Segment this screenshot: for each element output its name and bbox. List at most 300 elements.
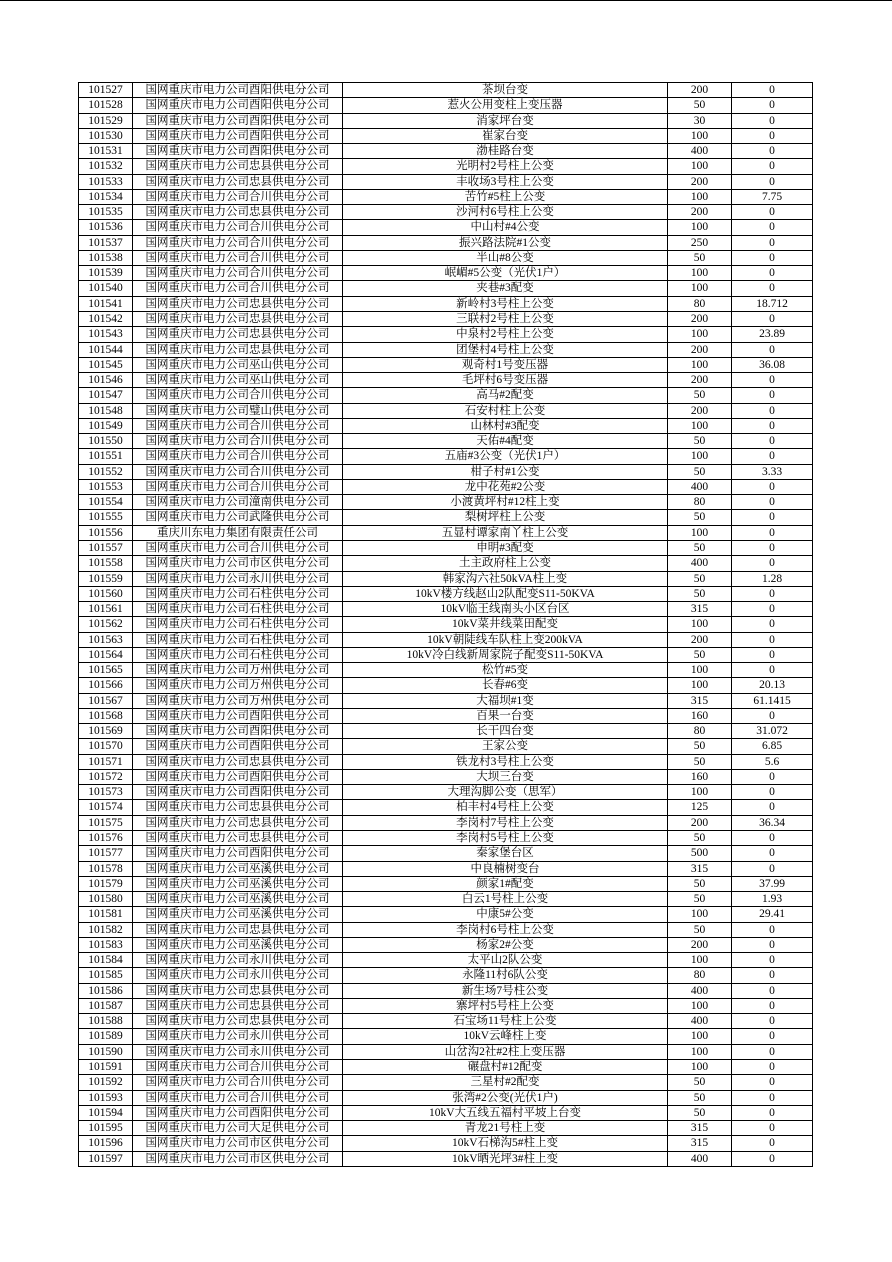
value-cell: 0	[732, 800, 813, 814]
capacity-cell: 50	[668, 923, 732, 937]
record-id-cell: 101546	[79, 373, 133, 387]
capacity-cell: 50	[668, 755, 732, 769]
transformer-name-cell: 消家坪台变	[343, 114, 668, 128]
transformer-name-cell: 太平山2队公变	[343, 953, 668, 967]
company-cell: 国网重庆市电力公司合川供电分公司	[133, 236, 343, 250]
value-cell: 3.33	[732, 465, 813, 479]
capacity-cell: 100	[668, 678, 732, 692]
capacity-cell: 315	[668, 862, 732, 876]
value-cell: 0	[732, 129, 813, 143]
record-id-cell: 101569	[79, 724, 133, 738]
value-cell: 0	[732, 236, 813, 250]
capacity-cell: 100	[668, 220, 732, 234]
value-cell: 0	[732, 98, 813, 112]
capacity-cell: 315	[668, 1136, 732, 1150]
capacity-cell: 100	[668, 129, 732, 143]
capacity-cell: 100	[668, 419, 732, 433]
table-row	[79, 724, 813, 739]
capacity-cell: 200	[668, 633, 732, 647]
table-row	[79, 648, 813, 663]
company-cell: 国网重庆市电力公司巫山供电分公司	[133, 358, 343, 372]
value-cell: 0	[732, 541, 813, 555]
table-row	[79, 678, 813, 693]
record-id-cell: 101536	[79, 220, 133, 234]
company-cell: 国网重庆市电力公司忠县供电分公司	[133, 984, 343, 998]
table-row	[79, 495, 813, 510]
record-id-cell: 101559	[79, 572, 133, 586]
record-id-cell: 101590	[79, 1045, 133, 1059]
capacity-cell: 100	[668, 617, 732, 631]
company-cell: 国网重庆市电力公司忠县供电分公司	[133, 312, 343, 326]
transformer-name-cell: 龙中花苑#2公变	[343, 480, 668, 494]
transformer-name-cell: 崔家台变	[343, 129, 668, 143]
value-cell: 0	[732, 144, 813, 158]
capacity-cell: 100	[668, 449, 732, 463]
table-row	[79, 83, 813, 98]
transformer-name-cell: 10kV楼方线赵山2队配变S11-50KVA	[343, 587, 668, 601]
record-id-cell: 101595	[79, 1121, 133, 1135]
value-cell: 18.712	[732, 297, 813, 311]
value-cell: 0	[732, 633, 813, 647]
table-row	[79, 755, 813, 770]
table-row	[79, 907, 813, 922]
company-cell: 国网重庆市电力公司忠县供电分公司	[133, 1014, 343, 1028]
transformer-name-cell: 中山村#4公变	[343, 220, 668, 234]
company-cell: 国网重庆市电力公司合川供电分公司	[133, 251, 343, 265]
transformer-name-cell: 李岗村5号柱上公变	[343, 831, 668, 845]
table-row	[79, 1136, 813, 1151]
record-id-cell: 101553	[79, 480, 133, 494]
value-cell: 0	[732, 495, 813, 509]
company-cell: 国网重庆市电力公司酉阳供电分公司	[133, 739, 343, 753]
record-id-cell: 101578	[79, 862, 133, 876]
transformer-name-cell: 铁龙村3号柱上公变	[343, 755, 668, 769]
transformer-name-cell: 沙河村6号柱上公变	[343, 205, 668, 219]
company-cell: 国网重庆市电力公司合川供电分公司	[133, 434, 343, 448]
value-cell: 0	[732, 266, 813, 280]
company-cell: 国网重庆市电力公司巫溪供电分公司	[133, 938, 343, 952]
record-id-cell: 101596	[79, 1136, 133, 1150]
record-id-cell: 101577	[79, 846, 133, 860]
transformer-name-cell: 五显村谭家南丫柱上公变	[343, 526, 668, 540]
value-cell: 0	[732, 1029, 813, 1043]
value-cell: 0	[732, 114, 813, 128]
transformer-name-cell: 中泉村2号柱上公变	[343, 327, 668, 341]
transformer-name-cell: 中康5#公变	[343, 907, 668, 921]
table-row	[79, 1029, 813, 1044]
transformer-name-cell: 高马#2配变	[343, 388, 668, 402]
table-row	[79, 1045, 813, 1060]
company-cell: 国网重庆市电力公司巫溪供电分公司	[133, 877, 343, 891]
table-row	[79, 526, 813, 541]
capacity-cell: 200	[668, 404, 732, 418]
transformer-name-cell: 中良楠树变台	[343, 862, 668, 876]
record-id-cell: 101548	[79, 404, 133, 418]
table-row	[79, 449, 813, 464]
value-cell: 37.99	[732, 877, 813, 891]
table-row	[79, 404, 813, 419]
company-cell: 国网重庆市电力公司巫山供电分公司	[133, 373, 343, 387]
value-cell: 1.93	[732, 892, 813, 906]
record-id-cell: 101555	[79, 510, 133, 524]
value-cell: 0	[732, 175, 813, 189]
transformer-name-cell: 新生场7号柱公变	[343, 984, 668, 998]
capacity-cell: 100	[668, 999, 732, 1013]
record-id-cell: 101560	[79, 587, 133, 601]
record-id-cell: 101563	[79, 633, 133, 647]
transformer-name-cell: 三联村2号柱上公变	[343, 312, 668, 326]
record-id-cell: 101582	[79, 923, 133, 937]
value-cell: 0	[732, 281, 813, 295]
value-cell: 0	[732, 999, 813, 1013]
value-cell: 0	[732, 953, 813, 967]
company-cell: 国网重庆市电力公司潼南供电分公司	[133, 495, 343, 509]
company-cell: 国网重庆市电力公司忠县供电分公司	[133, 327, 343, 341]
capacity-cell: 30	[668, 114, 732, 128]
company-cell: 国网重庆市电力公司忠县供电分公司	[133, 175, 343, 189]
transformer-name-cell: 山岔沟2社#2柱上变压器	[343, 1045, 668, 1059]
company-cell: 国网重庆市电力公司石柱供电分公司	[133, 633, 343, 647]
company-cell: 国网重庆市电力公司忠县供电分公司	[133, 800, 343, 814]
company-cell: 国网重庆市电力公司酉阳供电分公司	[133, 846, 343, 860]
capacity-cell: 315	[668, 1121, 732, 1135]
transformer-name-cell: 松竹#5变	[343, 663, 668, 677]
value-cell: 0	[732, 984, 813, 998]
record-id-cell: 101547	[79, 388, 133, 402]
record-id-cell: 101562	[79, 617, 133, 631]
company-cell: 国网重庆市电力公司巫溪供电分公司	[133, 907, 343, 921]
transformer-name-cell: 李岗村7号柱上公变	[343, 816, 668, 830]
table-row	[79, 373, 813, 388]
value-cell: 0	[732, 388, 813, 402]
capacity-cell: 80	[668, 968, 732, 982]
table-row	[79, 1075, 813, 1090]
table-row	[79, 831, 813, 846]
capacity-cell: 100	[668, 785, 732, 799]
record-id-cell: 101589	[79, 1029, 133, 1043]
table-row	[79, 694, 813, 709]
value-cell: 0	[732, 205, 813, 219]
capacity-cell: 250	[668, 236, 732, 250]
record-id-cell: 101540	[79, 281, 133, 295]
capacity-cell: 100	[668, 907, 732, 921]
table-row	[79, 862, 813, 877]
value-cell: 0	[732, 449, 813, 463]
transformer-name-cell: 王家公变	[343, 739, 668, 753]
capacity-cell: 400	[668, 480, 732, 494]
value-cell: 0	[732, 770, 813, 784]
transformer-name-cell: 李岗村6号柱上公变	[343, 923, 668, 937]
transformer-name-cell: 柏丰村4号柱上公变	[343, 800, 668, 814]
value-cell: 0	[732, 785, 813, 799]
value-cell: 0	[732, 587, 813, 601]
transformer-name-cell: 五庙#3公变（光伏1户）	[343, 449, 668, 463]
record-id-cell: 101594	[79, 1106, 133, 1120]
capacity-cell: 200	[668, 938, 732, 952]
capacity-cell: 50	[668, 98, 732, 112]
record-id-cell: 101531	[79, 144, 133, 158]
record-id-cell: 101551	[79, 449, 133, 463]
record-id-cell: 101591	[79, 1060, 133, 1074]
record-id-cell: 101534	[79, 190, 133, 204]
value-cell: 0	[732, 220, 813, 234]
company-cell: 国网重庆市电力公司忠县供电分公司	[133, 816, 343, 830]
transformer-name-cell: 大理沟脚公变（思军）	[343, 785, 668, 799]
table-row	[79, 266, 813, 281]
table-row	[79, 434, 813, 449]
transformer-name-cell: 石安村柱上公变	[343, 404, 668, 418]
company-cell: 国网重庆市电力公司石柱供电分公司	[133, 648, 343, 662]
capacity-cell: 200	[668, 205, 732, 219]
transformer-name-cell: 三星村#2配变	[343, 1075, 668, 1089]
table-row	[79, 938, 813, 953]
table-row	[79, 984, 813, 999]
company-cell: 国网重庆市电力公司酉阳供电分公司	[133, 709, 343, 723]
table-row	[79, 144, 813, 159]
value-cell: 0	[732, 1091, 813, 1105]
record-id-cell: 101561	[79, 602, 133, 616]
table-row	[79, 739, 813, 754]
company-cell: 国网重庆市电力公司万州供电分公司	[133, 663, 343, 677]
record-id-cell: 101530	[79, 129, 133, 143]
capacity-cell: 50	[668, 1091, 732, 1105]
table-row	[79, 510, 813, 525]
value-cell: 36.08	[732, 358, 813, 372]
value-cell: 0	[732, 510, 813, 524]
company-cell: 国网重庆市电力公司忠县供电分公司	[133, 205, 343, 219]
capacity-cell: 160	[668, 709, 732, 723]
value-cell: 0	[732, 663, 813, 677]
transformer-name-cell: 岷嵋#5公变（光伏1户）	[343, 266, 668, 280]
capacity-cell: 50	[668, 510, 732, 524]
company-cell: 国网重庆市电力公司石柱供电分公司	[133, 617, 343, 631]
table-row	[79, 602, 813, 617]
record-id-cell: 101581	[79, 907, 133, 921]
table-row	[79, 388, 813, 403]
table-row	[79, 816, 813, 831]
capacity-cell: 400	[668, 144, 732, 158]
table-row	[79, 175, 813, 190]
value-cell: 0	[732, 1106, 813, 1120]
company-cell: 国网重庆市电力公司万州供电分公司	[133, 678, 343, 692]
value-cell: 7.75	[732, 190, 813, 204]
value-cell: 23.89	[732, 327, 813, 341]
transformer-name-cell: 渤桂路台变	[343, 144, 668, 158]
transformer-name-cell: 百果一台变	[343, 709, 668, 723]
table-row	[79, 877, 813, 892]
capacity-cell: 200	[668, 816, 732, 830]
capacity-cell: 100	[668, 266, 732, 280]
company-cell: 国网重庆市电力公司永川供电分公司	[133, 1029, 343, 1043]
value-cell: 0	[732, 404, 813, 418]
company-cell: 国网重庆市电力公司酉阳供电分公司	[133, 83, 343, 97]
company-cell: 国网重庆市电力公司合川供电分公司	[133, 388, 343, 402]
table-row	[79, 892, 813, 907]
company-cell: 国网重庆市电力公司永川供电分公司	[133, 953, 343, 967]
value-cell: 0	[732, 831, 813, 845]
table-row	[79, 800, 813, 815]
capacity-cell: 400	[668, 984, 732, 998]
table-row	[79, 251, 813, 266]
record-id-cell: 101532	[79, 159, 133, 173]
transformer-name-cell: 丰收场3号柱上公变	[343, 175, 668, 189]
capacity-cell: 100	[668, 327, 732, 341]
table-row	[79, 1152, 813, 1167]
company-cell: 国网重庆市电力公司合川供电分公司	[133, 1091, 343, 1105]
capacity-cell: 50	[668, 251, 732, 265]
table-row	[79, 968, 813, 983]
capacity-cell: 50	[668, 877, 732, 891]
table-row	[79, 556, 813, 571]
company-cell: 国网重庆市电力公司酉阳供电分公司	[133, 114, 343, 128]
transformer-name-cell: 韩家沟六社50kVA柱上变	[343, 572, 668, 586]
transformer-name-cell: 10kV临王线南头小区台区	[343, 602, 668, 616]
transformer-name-cell: 观奇村1号变压器	[343, 358, 668, 372]
capacity-cell: 125	[668, 800, 732, 814]
table-row	[79, 297, 813, 312]
company-cell: 国网重庆市电力公司忠县供电分公司	[133, 755, 343, 769]
transformer-name-cell: 夹巷#3配变	[343, 281, 668, 295]
company-cell: 国网重庆市电力公司巫溪供电分公司	[133, 862, 343, 876]
table-row	[79, 236, 813, 251]
transformer-name-cell: 杨家2#公变	[343, 938, 668, 952]
value-cell: 29.41	[732, 907, 813, 921]
capacity-cell: 80	[668, 495, 732, 509]
record-id-cell: 101585	[79, 968, 133, 982]
value-cell: 0	[732, 1121, 813, 1135]
value-cell: 0	[732, 434, 813, 448]
record-id-cell: 101529	[79, 114, 133, 128]
value-cell: 0	[732, 1152, 813, 1166]
transformer-name-cell: 天佑#4配变	[343, 434, 668, 448]
record-id-cell: 101535	[79, 205, 133, 219]
value-cell: 0	[732, 846, 813, 860]
value-cell: 0	[732, 419, 813, 433]
record-id-cell: 101579	[79, 877, 133, 891]
record-id-cell: 101550	[79, 434, 133, 448]
transformer-name-cell: 秦家堡台区	[343, 846, 668, 860]
record-id-cell: 101576	[79, 831, 133, 845]
capacity-cell: 200	[668, 83, 732, 97]
capacity-cell: 100	[668, 1029, 732, 1043]
record-id-cell: 101557	[79, 541, 133, 555]
record-id-cell: 101592	[79, 1075, 133, 1089]
table-row	[79, 572, 813, 587]
table-row	[79, 587, 813, 602]
record-id-cell: 101572	[79, 770, 133, 784]
company-cell: 国网重庆市电力公司永川供电分公司	[133, 572, 343, 586]
value-cell: 0	[732, 648, 813, 662]
company-cell: 国网重庆市电力公司合川供电分公司	[133, 541, 343, 555]
record-id-cell: 101527	[79, 83, 133, 97]
record-id-cell: 101565	[79, 663, 133, 677]
transformer-name-cell: 苦竹#5柱上公变	[343, 190, 668, 204]
table-row	[79, 358, 813, 373]
capacity-cell: 100	[668, 159, 732, 173]
company-cell: 国网重庆市电力公司酉阳供电分公司	[133, 770, 343, 784]
record-id-cell: 101564	[79, 648, 133, 662]
capacity-cell: 500	[668, 846, 732, 860]
transformer-name-cell: 青龙21号柱上变	[343, 1121, 668, 1135]
company-cell: 国网重庆市电力公司巫溪供电分公司	[133, 892, 343, 906]
value-cell: 31.072	[732, 724, 813, 738]
table-row	[79, 785, 813, 800]
transformer-name-cell: 10kV冷白线新周家院子配变S11-50KVA	[343, 648, 668, 662]
value-cell: 0	[732, 526, 813, 540]
table-row	[79, 327, 813, 342]
company-cell: 国网重庆市电力公司市区供电分公司	[133, 1152, 343, 1166]
record-id-cell: 101538	[79, 251, 133, 265]
record-id-cell: 101539	[79, 266, 133, 280]
capacity-cell: 50	[668, 541, 732, 555]
company-cell: 国网重庆市电力公司永川供电分公司	[133, 1045, 343, 1059]
company-cell: 国网重庆市电力公司合川供电分公司	[133, 190, 343, 204]
table-row	[79, 220, 813, 235]
company-cell: 国网重庆市电力公司合川供电分公司	[133, 480, 343, 494]
table-row	[79, 953, 813, 968]
value-cell: 0	[732, 556, 813, 570]
transformer-name-cell: 光明村2号柱上公变	[343, 159, 668, 173]
value-cell: 0	[732, 251, 813, 265]
transformer-name-cell: 碾盘村#12配变	[343, 1060, 668, 1074]
capacity-cell: 50	[668, 572, 732, 586]
transformer-name-cell: 团堡村4号柱上公变	[343, 343, 668, 357]
company-cell: 国网重庆市电力公司合川供电分公司	[133, 1075, 343, 1089]
transformer-name-cell: 半山#8公变	[343, 251, 668, 265]
company-cell: 国网重庆市电力公司合川供电分公司	[133, 465, 343, 479]
record-id-cell: 101542	[79, 312, 133, 326]
record-id-cell: 101584	[79, 953, 133, 967]
company-cell: 国网重庆市电力公司合川供电分公司	[133, 449, 343, 463]
company-cell: 国网重庆市电力公司酉阳供电分公司	[133, 1106, 343, 1120]
capacity-cell: 50	[668, 465, 732, 479]
company-cell: 国网重庆市电力公司合川供电分公司	[133, 220, 343, 234]
table-row	[79, 1091, 813, 1106]
capacity-cell: 50	[668, 1106, 732, 1120]
company-cell: 国网重庆市电力公司市区供电分公司	[133, 556, 343, 570]
transformer-name-cell: 张湾#2公变(光伏1户)	[343, 1091, 668, 1105]
capacity-cell: 400	[668, 1014, 732, 1028]
table-row	[79, 633, 813, 648]
transformer-name-cell: 10kV晒光坪3#柱上变	[343, 1152, 668, 1166]
record-id-cell: 101583	[79, 938, 133, 952]
capacity-cell: 50	[668, 1075, 732, 1089]
record-id-cell: 101571	[79, 755, 133, 769]
capacity-cell: 400	[668, 556, 732, 570]
record-id-cell: 101554	[79, 495, 133, 509]
transformer-name-cell: 小渡黄坪村#12柱上变	[343, 495, 668, 509]
record-id-cell: 101558	[79, 556, 133, 570]
capacity-cell: 160	[668, 770, 732, 784]
capacity-cell: 50	[668, 892, 732, 906]
value-cell: 0	[732, 938, 813, 952]
value-cell: 0	[732, 373, 813, 387]
company-cell: 国网重庆市电力公司石柱供电分公司	[133, 587, 343, 601]
value-cell: 0	[732, 862, 813, 876]
transformer-name-cell: 梨树坪柱上公变	[343, 510, 668, 524]
table-row	[79, 480, 813, 495]
record-id-cell: 101556	[79, 526, 133, 540]
record-id-cell: 101597	[79, 1152, 133, 1166]
capacity-cell: 100	[668, 526, 732, 540]
transformer-name-cell: 寨坪村5号柱上公变	[343, 999, 668, 1013]
transformer-name-cell: 申明#3配变	[343, 541, 668, 555]
table-row	[79, 343, 813, 358]
record-id-cell: 101528	[79, 98, 133, 112]
value-cell: 0	[732, 1045, 813, 1059]
capacity-cell: 100	[668, 281, 732, 295]
value-cell: 1.28	[732, 572, 813, 586]
